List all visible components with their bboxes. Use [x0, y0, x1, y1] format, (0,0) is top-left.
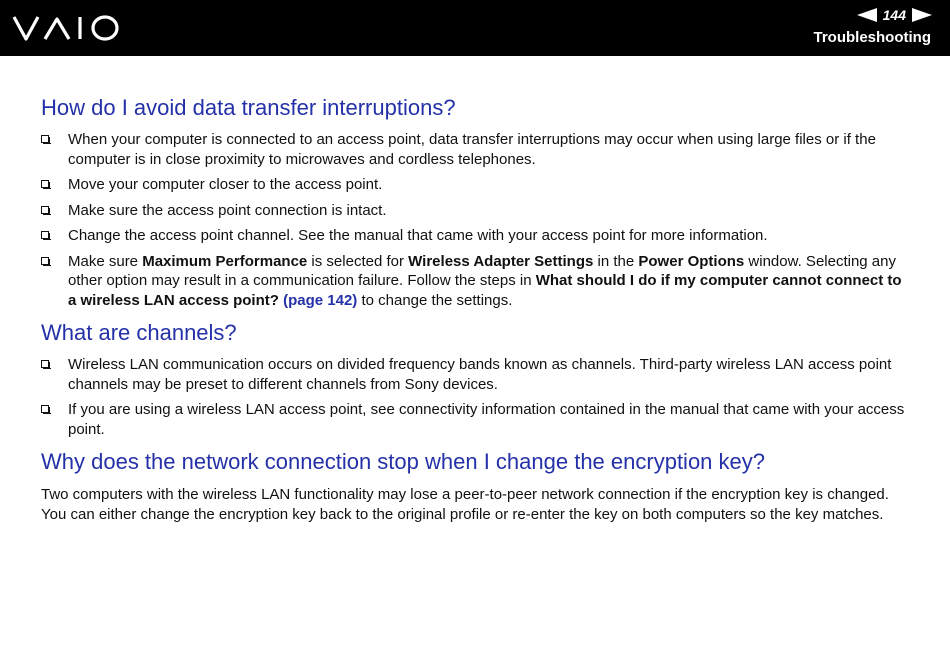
- list-item: Move your computer closer to the access point.: [41, 175, 913, 195]
- page-142-link[interactable]: (page 142): [283, 291, 358, 309]
- checkbox-bullet-icon: [41, 257, 49, 265]
- checkbox-bullet-icon: [41, 180, 49, 188]
- heading-encryption-key: Why does the network connection stop when I change the encryption key?: [41, 449, 765, 474]
- vaio-logo: [12, 13, 122, 43]
- bullet-list-channels: [41, 355, 913, 439]
- list-item: Make sure the access point connection is intact.: [41, 201, 913, 221]
- bullet-list-data-transfer: [41, 130, 913, 310]
- encryption-paragraph: Two computers with the wireless LAN functionality may lose a peer-to-peer network connection if the encryption key is changed. You can either change the encryption key back to the original profile or re-enter the key on both computers so the key matches.: [41, 486, 889, 523]
- page-navigation: [857, 7, 932, 23]
- heading-data-transfer: How do I avoid data transfer interruptions?: [41, 95, 456, 120]
- page-header: [0, 0, 950, 56]
- checkbox-bullet-icon: [41, 405, 49, 413]
- checkbox-bullet-icon: [41, 231, 49, 239]
- arrow-right-icon[interactable]: [912, 8, 932, 22]
- section-title: Troubleshooting: [813, 29, 931, 46]
- heading-channels: What are channels?: [41, 320, 237, 345]
- page-number: 144: [882, 7, 906, 23]
- list-item: When your computer is connected to an access point, data transfer interruptions may occur when using large files or if the computer is in close proximity to microwaves and cordless telephones.: [41, 130, 913, 169]
- list-item: Make sure Maximum Performance is selected for Wireless Adapter Settings in the Power Options window. Selecting any other option may result in a communication failure. Follow the steps in What should I do if my computer cannot connect to a wireless LAN access point? (page 142) to change the settings.: [41, 252, 913, 311]
- list-item: If you are using a wireless LAN access point, see connectivity information contained in the manual that came with your access point.: [41, 400, 913, 439]
- list-item: Change the access point channel. See the manual that came with your access point for more information.: [41, 226, 913, 246]
- page-content: [41, 93, 913, 524]
- list-item: Wireless LAN communication occurs on divided frequency bands known as channels. Third-party wireless LAN access point channels may be preset to different channels from Sony devices.: [41, 355, 913, 394]
- arrow-left-icon[interactable]: [857, 8, 877, 22]
- checkbox-bullet-icon: [41, 360, 49, 368]
- checkbox-bullet-icon: [41, 135, 49, 143]
- checkbox-bullet-icon: [41, 206, 49, 214]
